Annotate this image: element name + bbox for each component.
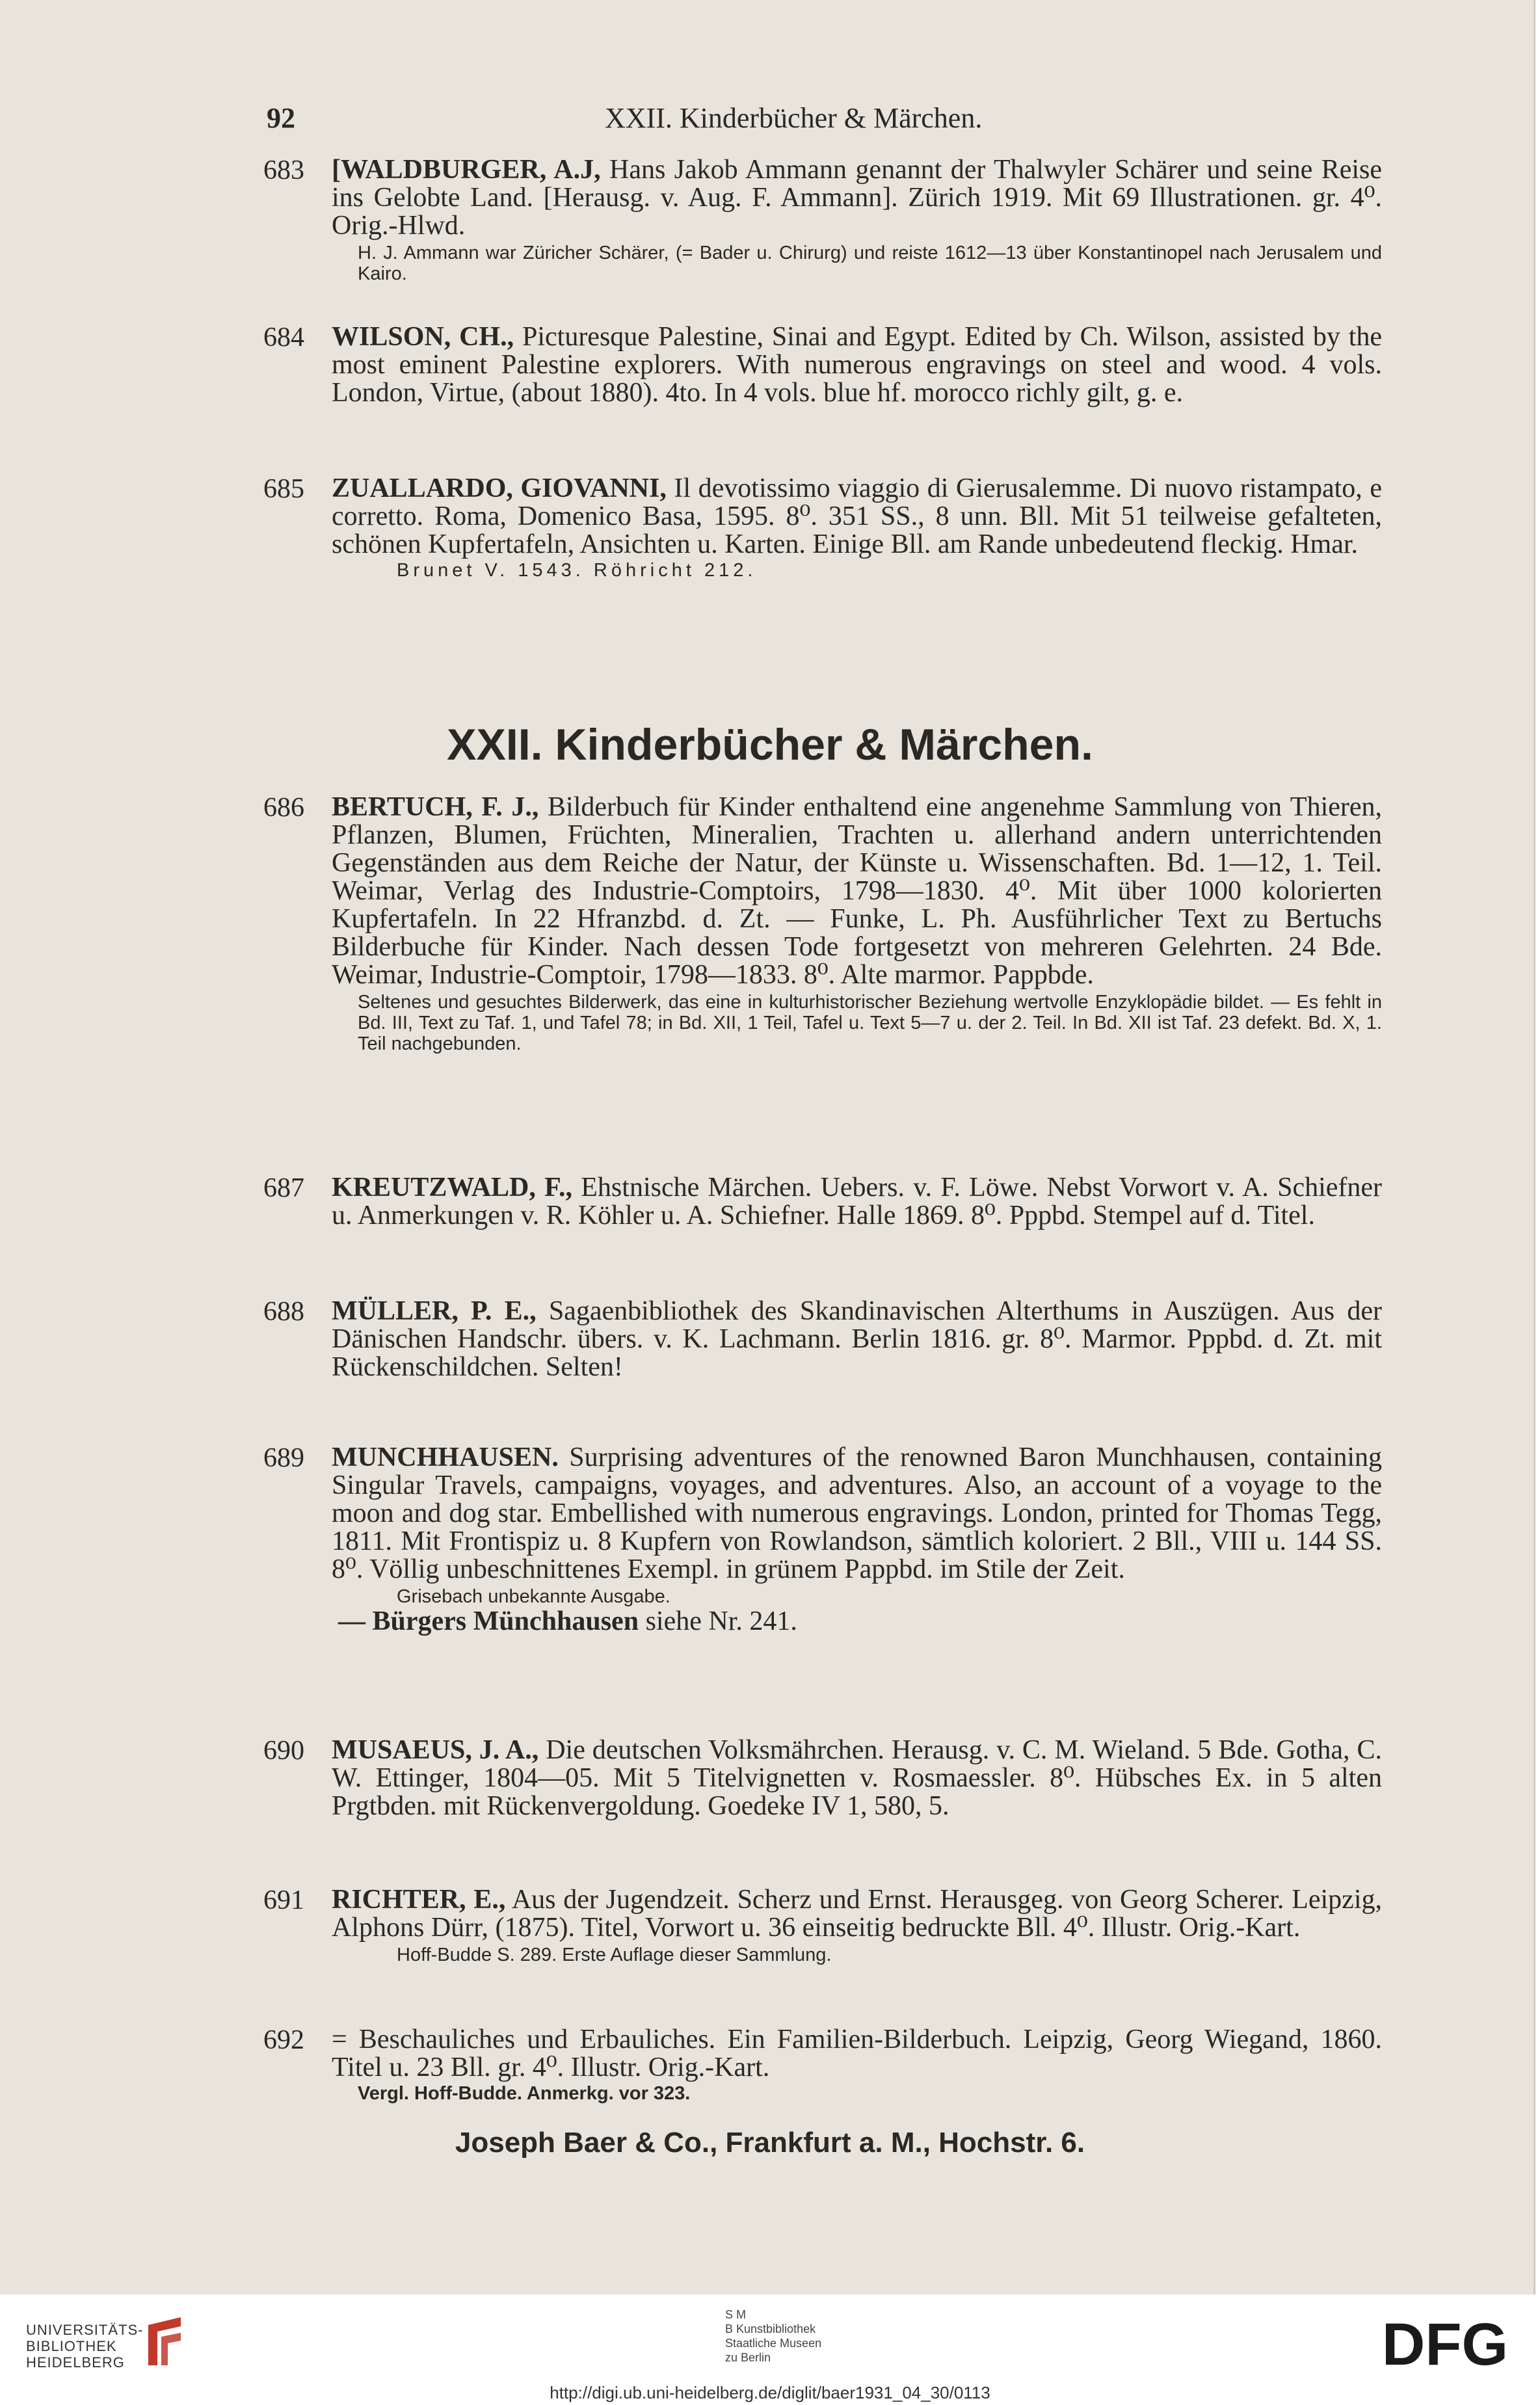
entry-body: = Beschauliches und Erbauliches. Ein Familien-Bilderbuch. Leipzig, Georg Wiegand, 1860. Titel u. 23 Bll. gr. 4⁰. Illustr. Orig.-Kart. — [332, 2025, 1382, 2082]
entry-number: 689 — [263, 1443, 304, 1473]
running-title: XXII. Kinderbücher & Märchen. — [605, 102, 983, 134]
entry-text — [332, 1297, 1382, 1381]
page-number: 92 — [267, 102, 295, 134]
section-title: XXII. Kinderbücher & Märchen. — [447, 720, 1093, 769]
catalog-entry — [263, 2026, 1382, 2104]
entry-number: 683 — [263, 155, 304, 185]
museum-line: Staatliche Museen — [725, 2337, 822, 2350]
entry-author: MÜLLER, P. E., — [332, 1296, 537, 1326]
dfg-logo-icon — [1371, 2315, 1519, 2374]
entry-number: 690 — [263, 1736, 304, 1766]
museum-credit — [725, 2307, 821, 2365]
svg-text:DFG: DFG — [1381, 2315, 1509, 2374]
entry-number: 691 — [263, 1885, 304, 1915]
library-line: BIBLIOTHEK — [26, 2338, 117, 2354]
publisher-footer: Joseph Baer & Co., Frankfurt a. M., Hochstr. 6. — [455, 2127, 1085, 2159]
entry-note: H. J. Ammann war Züricher Schärer, (= Bader u. Chirurg) und reiste 1612—13 über Konstantinopel nach Jerusalem und Kairo. — [358, 243, 1382, 284]
catalog-entry — [263, 1297, 1382, 1381]
entry-text — [332, 1736, 1382, 1820]
entry-author: MUSAEUS, J. A., — [332, 1735, 539, 1765]
source-url[interactable]: http://digi.ub.uni-heidelberg.de/diglit/baer1931_04_30/0113 — [550, 2383, 990, 2402]
entry-author: RICHTER, E., — [332, 1885, 506, 1915]
catalog-entry — [263, 1174, 1382, 1230]
entry-number: 685 — [263, 474, 304, 504]
entry-body: Bilderbuch für Kinder enthaltend eine angenehme Sammlung von Thieren, Pflanzen, Blumen, Früchten, Mineralien, Trachten u. allerhand andern unterrichtenden Gegenständen aus dem Reiche der Natur, der Künste u. Wissenschaften. Bd. 1—12, 1. Teil. Weimar, Verlag des Industrie-Comptoirs, 1798—1830. 4⁰. Mit über 1000 kolorierten Kupfertafeln. In 22 Hfranzbd. d. Zt. — Funke, L. Ph. Ausführlicher Text zu Bertuchs Bilderbuche für Kinder. Nach dessen Tode fortgesetzt von mehreren Gelehrten. 24 Bde. Weimar, Industrie-Comptoir, 1798—1833. 8⁰. Alte marmor. Pappbde. — [332, 792, 1383, 990]
entry-note: Grisebach unbekannte Ausgabe. — [397, 1586, 670, 1607]
entry-text — [332, 1174, 1382, 1230]
entry-text — [332, 1444, 1382, 1584]
entry-number: 688 — [263, 1297, 304, 1327]
entry-text — [332, 156, 1382, 240]
university-logo-icon — [142, 2312, 187, 2371]
catalog-entry — [263, 1736, 1382, 1820]
entry-author: BERTUCH, F. J., — [332, 792, 539, 822]
entry-note: Seltenes und gesuchtes Bilderwerk, das eine in kulturhistorischer Beziehung wertvolle Enzyklopädie bildet. — Es fehlt in Bd. III, Text zu Taf. 1, und Tafel 78; in Bd. XII, 1 Teil, Tafel u. Text 5—7 u. der 2. Teil. In Bd. XII ist Taf. 23 defekt. Bd. X, 1. Teil nachgebunden. — [358, 992, 1382, 1054]
library-line: UNIVERSITÄTS- — [26, 2322, 144, 2338]
entry-text — [332, 2026, 1382, 2082]
library-line: HEIDELBERG — [26, 2354, 125, 2371]
entry-body: Ehstnische Märchen. Uebers. v. F. Löwe. Nebst Vorwort v. A. Schiefner u. Anmerkungen v. R. Köhler u. A. Schiefner. Halle 1869. 8⁰. Pppbd. Stempel auf d. Titel. — [332, 1173, 1383, 1230]
entry-note: Vergl. Hoff-Budde. Anmerkg. vor 323. — [358, 2083, 691, 2104]
see-also-ref: siehe Nr. 241. — [645, 1606, 797, 1636]
entry-number: 684 — [263, 323, 304, 352]
entry-author: ZUALLARDO, GIOVANNI, — [332, 473, 667, 503]
entry-author: KREUTZWALD, F., — [332, 1173, 572, 1202]
university-library-label — [26, 2322, 143, 2371]
entry-body: Sagaenbibliothek des Skandinavischen Alterthums in Auszügen. Aus der Dänischen Handschr. übers. v. K. Lachmann. Berlin 1816. gr. 8⁰. Marmor. Pppbd. d. Zt. mit Rückenschildchen. Selten! — [332, 1296, 1382, 1382]
entry-author: MUNCHHAUSEN. — [332, 1442, 559, 1472]
entry-body: Die deutschen Volksmährchen. Herausg. v. C. M. Wieland. 5 Bde. Gotha, C. W. Ettinger, 1804—05. Mit 5 Titelvignetten v. Rosmaessler. 8⁰. Hübsches Ex. in 5 alten Prgtbden. mit Rückenvergoldung. Goedeke IV 1, 580, 5. — [332, 1735, 1382, 1821]
entry-body: Picturesque Palestine, Sinai and Egypt. Edited by Ch. Wilson, assisted by the most eminent Palestine explorers. With numerous engravings on steel and wood. 4 vols. London, Virtue, (about 1880). 4to. In 4 vols. blue hf. morocco richly gilt, g. e. — [332, 322, 1383, 408]
entry-number: 692 — [263, 2025, 304, 2055]
entry-body: Aus der Jugendzeit. Scherz und Ernst. Herausgeg. von Georg Scherer. Leipzig, Alphons Dürr, (1875). Titel, Vorwort u. 36 einseitig bedruckte Bll. 4⁰. Illustr. Orig.-Kart. — [332, 1885, 1382, 1943]
catalog-entry — [263, 323, 1382, 407]
museum-line: zu Berlin — [725, 2351, 771, 2364]
entry-body: Surprising adventures of the renowned Baron Munchhausen, containing Singular Travels, campaigns, voyages, and adventures. Also, an account of a voyage to the moon and dog star. Embellished with numerous engravings. London, printed for Thomas Tegg, 1811. Mit Frontispiz u. 8 Kupfern von Rowlandson, sämtlich koloriert. 2 Bll., VIII u. 144 SS. 8⁰. Völlig unbeschnittenes Exempl. in grünem Pappbd. im Stile der Zeit. — [332, 1442, 1383, 1584]
see-also — [332, 1607, 1382, 1636]
entry-author: [WALDBURGER, A.J, — [332, 155, 601, 185]
catalog-entry — [263, 1886, 1382, 1965]
see-also-title: — Bürgers Münchhausen — [338, 1606, 639, 1636]
entry-body: Hans Jakob Ammann genannt der Thalwyler Schärer und seine Reise ins Gelobte Land. [Herausg. v. Aug. F. Ammann]. Zürich 1919. Mit 69 Illustrationen. gr. 4⁰. Orig.-Hlwd. — [332, 155, 1382, 241]
entry-text — [332, 323, 1382, 407]
entry-note: Brunet V. 1543. Röhricht 212. — [397, 560, 757, 581]
catalog-entry — [263, 475, 1382, 581]
entry-number: 686 — [263, 793, 304, 823]
entry-text — [332, 793, 1382, 989]
catalog-entry — [263, 1444, 1382, 1636]
entry-author: WILSON, CH., — [332, 322, 514, 352]
entry-text — [332, 1886, 1382, 1942]
entry-note: Hoff-Budde S. 289. Erste Auflage dieser Sammlung. — [397, 1945, 832, 1965]
entry-body: Il devotissimo viaggio di Gierusalemme. Di nuovo ristampato, e corretto. Roma, Domenico Basa, 1595. 8⁰. 351 SS., 8 unn. Bll. Mit 51 teilweise gefalteten, schönen Kupfertafeln, Ansichten u. Karten. Einige Bll. am Rande unbedeutend fleckig. Hmar. — [332, 473, 1382, 559]
museum-line: B Kunstbibliothek — [725, 2322, 816, 2335]
catalog-entry — [263, 793, 1382, 1054]
entry-text — [332, 475, 1382, 559]
catalog-entry — [263, 156, 1382, 284]
entry-number: 687 — [263, 1173, 304, 1203]
museum-line: S M — [725, 2308, 747, 2321]
